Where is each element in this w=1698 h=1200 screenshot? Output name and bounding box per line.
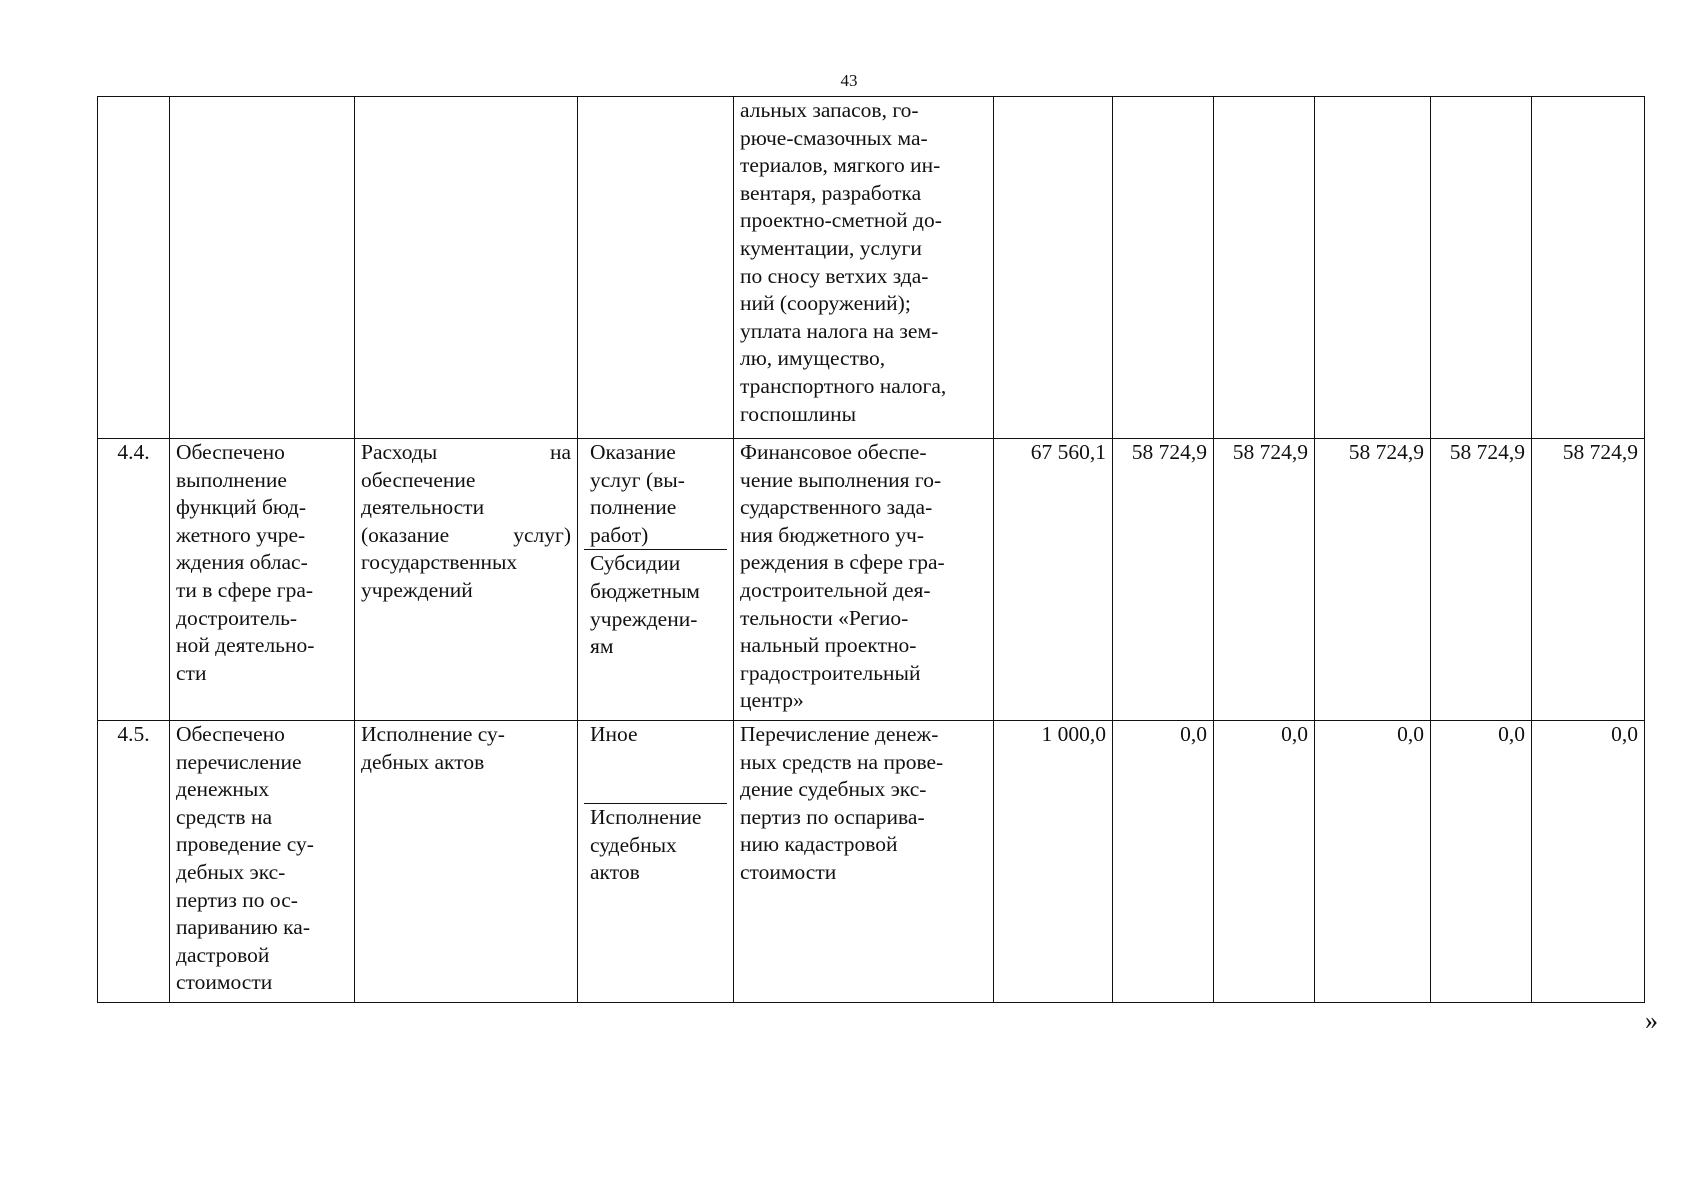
- closing-quote-mark: »: [1645, 1006, 1658, 1035]
- cell-expense: [355, 721, 578, 1003]
- description-line: альных запасов, го-: [740, 98, 919, 122]
- result-line: пертиз по ос-: [176, 887, 298, 912]
- value-cell: 0,0: [1113, 721, 1214, 1003]
- expense-line: Исполнение су-: [361, 722, 505, 746]
- cell-description: [734, 439, 994, 721]
- cell-description: [734, 721, 994, 1003]
- type-line: актов: [590, 860, 640, 885]
- value-cell: 0,0: [1214, 721, 1315, 1003]
- result-line: денежных: [176, 777, 270, 802]
- type-bottom: [584, 550, 727, 660]
- value-cell: 58 724,9: [1532, 439, 1645, 721]
- description-line: ных средств на прове-: [740, 749, 944, 774]
- description-line: пертиз по оспарива-: [740, 804, 925, 829]
- type-line: Оказание: [590, 440, 676, 464]
- type-line: учреждени-: [590, 606, 698, 631]
- description-line: Перечисление денеж-: [740, 722, 939, 746]
- description-line: стоимости: [740, 859, 837, 884]
- description-line: сударственного зада-: [740, 495, 933, 520]
- cell-value: [1113, 97, 1214, 439]
- cell-value: [1214, 97, 1315, 439]
- type-top: [584, 721, 727, 804]
- description-line: достроительной дея-: [740, 577, 931, 602]
- description-line: териалов, мягкого ин-: [740, 153, 941, 178]
- cell-result: [170, 721, 355, 1003]
- cell-type: [578, 97, 734, 439]
- description-line: по сносу ветхих зда-: [740, 263, 929, 288]
- result-line: дебных экс-: [176, 859, 286, 884]
- value-cell: 0,0: [1315, 721, 1431, 1003]
- type-line: ям: [590, 634, 614, 659]
- type-line: Исполнение: [590, 805, 702, 829]
- type-line: Субсидии: [590, 551, 681, 576]
- result-line: проведение су-: [176, 832, 314, 857]
- description-line: ния бюджетного уч-: [740, 522, 925, 547]
- cell-result: [170, 439, 355, 721]
- result-line: Обеспечено: [176, 440, 285, 464]
- table-row: [98, 439, 1645, 721]
- description-line: ний (сооружений);: [740, 291, 911, 316]
- type-line: Иное: [590, 722, 638, 746]
- page-number: 43: [840, 71, 858, 90]
- type-top: [584, 439, 727, 550]
- expense-line: дебных актов: [361, 749, 485, 774]
- description-line: госпошлины: [740, 401, 857, 426]
- result-line: сти: [176, 660, 207, 685]
- type-line: бюджетным: [590, 578, 700, 603]
- value-cell: 58 724,9: [1214, 439, 1315, 721]
- cell-value: [1532, 97, 1645, 439]
- cell-value: [1315, 97, 1431, 439]
- description-line: тельности «Регио-: [740, 605, 909, 630]
- result-line: дастровой: [176, 942, 270, 967]
- description-line: реждения в сфере гра-: [740, 550, 945, 575]
- cell-expense: Расходы на обеспечение деятельности (оказание услуг) государственных учреждений: [355, 439, 578, 721]
- row-index: 4.5.: [98, 721, 170, 1003]
- cell-type: [578, 439, 734, 721]
- description-line: нию кадастровой: [740, 832, 898, 857]
- result-line: ной деятельно-: [176, 633, 315, 658]
- cell-value: [1431, 97, 1532, 439]
- value-cell: 58 724,9: [1431, 439, 1532, 721]
- description-line: проектно-сметной до-: [740, 208, 942, 233]
- type-line: полнение: [590, 495, 677, 520]
- value-cell: 67 560,1: [994, 439, 1113, 721]
- type-line: работ): [590, 522, 649, 547]
- description-line: транспортного налога,: [740, 373, 947, 398]
- description-line: дение судебных экс-: [740, 777, 927, 802]
- description-line: уплата налога на зем-: [740, 318, 939, 343]
- table-row: [98, 721, 1645, 1003]
- cell-result: [170, 97, 355, 439]
- result-line: функций бюд-: [176, 495, 306, 520]
- result-line: ти в сфере гра-: [176, 577, 314, 602]
- cell-description: [734, 97, 994, 439]
- cell-expense: [355, 97, 578, 439]
- value-cell: 0,0: [1431, 721, 1532, 1003]
- description-line: вентаря, разработка: [740, 180, 922, 205]
- description-line: рюче-смазочных ма-: [740, 125, 928, 150]
- description-line: чение выполнения го-: [740, 467, 942, 492]
- description-line: Финансовое обеспе-: [740, 440, 927, 464]
- result-line: средств на: [176, 804, 273, 829]
- type-line: услуг (вы-: [590, 467, 685, 492]
- program-table: [97, 96, 1645, 1003]
- cell-type: [578, 721, 734, 1003]
- value-cell: 1 000,0: [994, 721, 1113, 1003]
- continuation-row: [98, 97, 1645, 439]
- row-index: 4.4.: [98, 439, 170, 721]
- type-bottom: [584, 804, 727, 887]
- value-cell: 0,0: [1532, 721, 1645, 1003]
- description-line: нальный проектно-: [740, 633, 917, 658]
- result-line: Обеспечено: [176, 722, 285, 746]
- result-line: достроитель-: [176, 605, 298, 630]
- value-cell: 58 724,9: [1315, 439, 1431, 721]
- description-line: кументации, услуги: [740, 235, 922, 260]
- result-line: стоимости: [176, 970, 273, 995]
- result-line: выполнение: [176, 467, 287, 492]
- result-line: жетного учре-: [176, 522, 306, 547]
- cell-value: [994, 97, 1113, 439]
- result-line: перечисление: [176, 749, 302, 774]
- description-line: центр»: [740, 688, 804, 713]
- result-line: ждения облас-: [176, 550, 308, 575]
- description-line: градостроительный: [740, 660, 921, 685]
- result-line: париванию ка-: [176, 915, 310, 940]
- value-cell: 58 724,9: [1113, 439, 1214, 721]
- cell-index: [98, 97, 170, 439]
- description-line: лю, имущество,: [740, 346, 886, 371]
- type-line: судебных: [590, 832, 677, 857]
